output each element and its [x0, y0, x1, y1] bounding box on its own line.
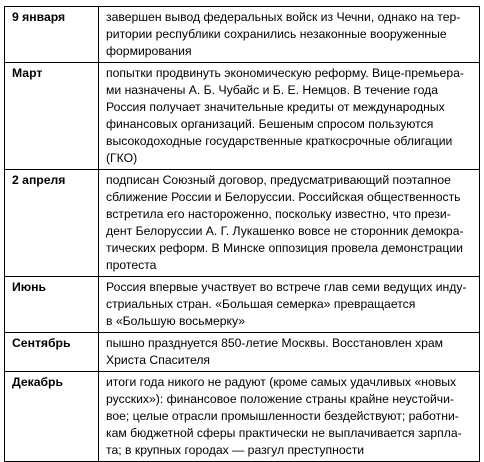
description-line: ритории республики сохранились незаконные вооруженные	[106, 27, 447, 41]
description-line: дент Белоруссии А. Г. Лукашенко вовсе не сторонник демокра-	[106, 224, 464, 238]
description-line: подписан Союзный договор, предусматривающий поэтапное	[106, 173, 451, 187]
event-date: 9 января	[5, 7, 99, 63]
event-description	[99, 333, 480, 372]
event-date: Декабрь	[5, 372, 99, 462]
description-line: тических реформ. В Минске оппозиция провела демонстрации	[106, 241, 463, 255]
description-line: итоги года никого не радуют (кроме самых удачливых «новых	[106, 375, 457, 389]
table-row	[5, 7, 480, 63]
event-date: 2 апреля	[5, 170, 99, 277]
description-line: кам бюджетной сферы практически не выплачивается зарпла-	[106, 426, 462, 440]
description-line: формирования	[106, 44, 192, 58]
table-row	[5, 333, 480, 372]
table-row	[5, 372, 480, 462]
description-line: протеста	[106, 258, 157, 272]
description-line: Россия получает значительные кредиты от международных	[106, 100, 445, 114]
chronology-table-body	[5, 7, 480, 462]
description-line: ми назначены А. Б. Чубайс и Б. Е. Немцов. В течение года	[106, 83, 439, 97]
table-row	[5, 63, 480, 170]
description-line: стриальных стран. «Большая семерка» превращается	[106, 297, 416, 311]
event-description	[99, 372, 480, 462]
description-line: встретила его настороженно, поскольку известно, что прези-	[106, 207, 451, 221]
event-description	[99, 7, 480, 63]
description-line: завершен вывод федеральных войск из Чечни, однако на тер-	[106, 10, 461, 24]
description-line: сближение России и Белоруссии. Российская общественность	[106, 190, 461, 204]
chronology-table	[4, 6, 480, 462]
description-line: Христа Спасителя	[106, 353, 211, 367]
description-line: та; в крупных городах — разгул преступности	[106, 443, 365, 457]
description-line: высокодоходные государственные краткосрочные облигации	[106, 134, 453, 148]
event-date: Июнь	[5, 277, 99, 333]
event-date: Март	[5, 63, 99, 170]
description-line: Россия впервые участвует во встрече глав семи ведущих инду-	[106, 280, 467, 294]
event-date: Сентябрь	[5, 333, 99, 372]
table-row	[5, 170, 480, 277]
event-description	[99, 170, 480, 277]
description-line: в «Большую восьмерку»	[106, 314, 245, 328]
description-line: попытки продвинуть экономическую реформу. Вице-премьера-	[106, 66, 464, 80]
table-row	[5, 277, 480, 333]
description-line: финансовых организаций. Бешеным спросом пользуются	[106, 117, 434, 131]
event-description	[99, 277, 480, 333]
description-line: пышно празднуется 850-летие Москвы. Восстановлен храм	[106, 336, 444, 350]
event-description	[99, 63, 480, 170]
description-line: русских»): финансовое положение страны крайне неустойчи-	[106, 392, 454, 406]
description-line: вое; целые отрасли промышленности бездействуют; работни-	[106, 409, 459, 423]
description-line: (ГКО)	[106, 151, 138, 165]
